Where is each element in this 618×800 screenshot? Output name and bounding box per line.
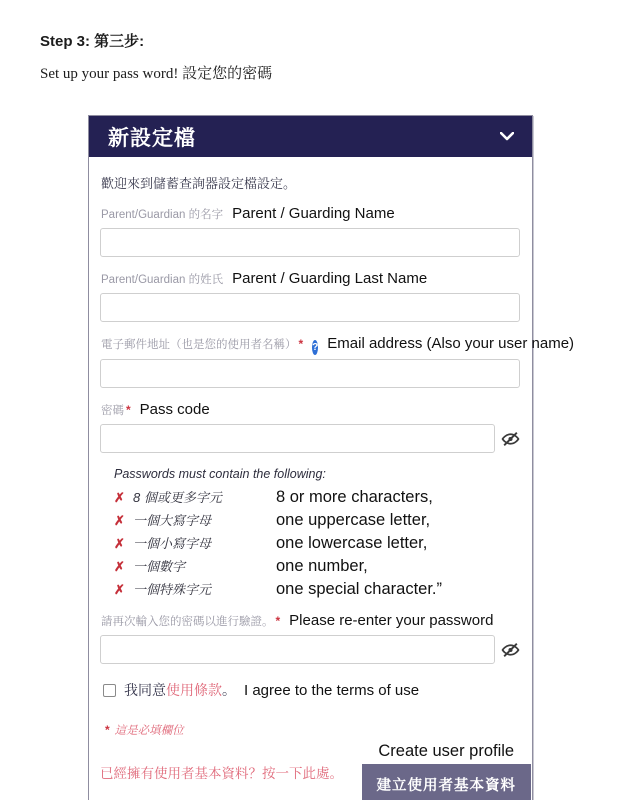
terms-row: [103, 680, 520, 700]
welcome-text: 歡迎來到儲蓄查詢器設定檔設定。: [101, 176, 297, 191]
x-mark-icon: ✗: [114, 582, 125, 597]
first-name-label: Parent/Guardian 的名字: [101, 209, 224, 221]
requirement-zh: 一個數字: [133, 559, 186, 574]
terms-annotation: I agree to the terms of use: [244, 681, 420, 699]
reenter-password-label: 請再次輸入您的密碼以進行驗證。 *: [101, 614, 281, 628]
x-mark-icon: ✗: [114, 559, 125, 574]
help-icon[interactable]: ?: [312, 342, 319, 353]
terms-checkbox[interactable]: [103, 684, 116, 697]
requirements-heading: Passwords must contain the following:: [114, 467, 326, 481]
email-field: [100, 335, 575, 388]
step-title: Step 3: 第三步:: [40, 33, 145, 50]
requirement-en-annotation: one lowercase letter,: [276, 534, 428, 552]
x-mark-icon: ✗: [114, 490, 125, 505]
first-name-annotation: Parent / Guarding Name: [232, 205, 395, 222]
requirement-en-annotation: one uppercase letter,: [276, 511, 431, 529]
create-profile-area: [362, 742, 532, 800]
panel-header[interactable]: [89, 116, 532, 157]
terms-text: 我同意使用條款。: [124, 682, 236, 698]
email-label: 電子郵件地址（也是您的使用者名稱） *: [101, 337, 304, 351]
requirement-item: [114, 556, 520, 576]
password-input[interactable]: [100, 424, 495, 453]
last-name-input[interactable]: [100, 293, 520, 322]
eye-slash-icon[interactable]: [501, 642, 520, 658]
requirement-en-annotation: one special character.”: [276, 580, 443, 598]
panel-body: [89, 157, 575, 800]
last-name-label: Parent/Guardian 的姓氏: [101, 274, 224, 286]
requirement-zh: 一個小寫字母: [133, 536, 212, 551]
first-name-input[interactable]: [100, 228, 520, 257]
required-note: [103, 722, 520, 738]
reenter-password-input[interactable]: [100, 635, 495, 664]
password-annotation: Pass code: [139, 401, 210, 418]
last-name-field: [100, 270, 520, 322]
step-subtitle: Set up your pass word! 設定您的密碼: [40, 66, 273, 82]
panel-title: 新設定檔: [108, 126, 196, 150]
last-name-annotation: Parent / Guarding Last Name: [232, 270, 428, 287]
x-mark-icon: ✗: [114, 536, 125, 551]
requirement-item: [114, 533, 520, 553]
requirement-zh: 一個特殊字元: [133, 582, 212, 597]
x-mark-icon: ✗: [114, 513, 125, 528]
email-input[interactable]: [100, 359, 520, 388]
requirement-en-annotation: one number,: [276, 557, 368, 575]
terms-link[interactable]: 使用條款: [166, 682, 222, 698]
create-profile-button[interactable]: 建立使用者基本資料: [362, 764, 532, 800]
create-profile-annotation: Create user profile: [378, 742, 515, 760]
requirement-en-annotation: 8 or more characters,: [276, 488, 433, 506]
requirement-zh: 一個大寫字母: [133, 513, 212, 528]
requirement-item: [114, 487, 520, 507]
requirement-item: [114, 510, 520, 530]
bottom-row: [100, 742, 520, 800]
requirement-zh: 8 個或更多字元: [133, 490, 222, 505]
reenter-password-field: [100, 612, 520, 664]
chevron-down-icon[interactable]: [500, 132, 514, 141]
reenter-password-annotation: Please re-enter your password: [289, 612, 494, 629]
required-asterisk: *: [275, 614, 281, 628]
first-name-field: [100, 205, 520, 257]
new-profile-form-panel: [88, 115, 575, 800]
password-field: [100, 401, 520, 453]
password-requirements: [114, 467, 520, 599]
requirement-item: [114, 579, 520, 599]
existing-profile-link[interactable]: 已經擁有使用者基本資料？按一下此處。: [100, 766, 343, 781]
email-annotation: Email address (Also your user name): [327, 335, 575, 352]
required-asterisk: *: [126, 403, 131, 417]
required-asterisk: *: [298, 337, 304, 351]
password-label: 密碼 *: [101, 403, 131, 417]
eye-slash-icon[interactable]: [501, 431, 520, 447]
required-note-text: 這是必填欄位: [114, 725, 184, 737]
required-asterisk: *: [105, 723, 110, 737]
